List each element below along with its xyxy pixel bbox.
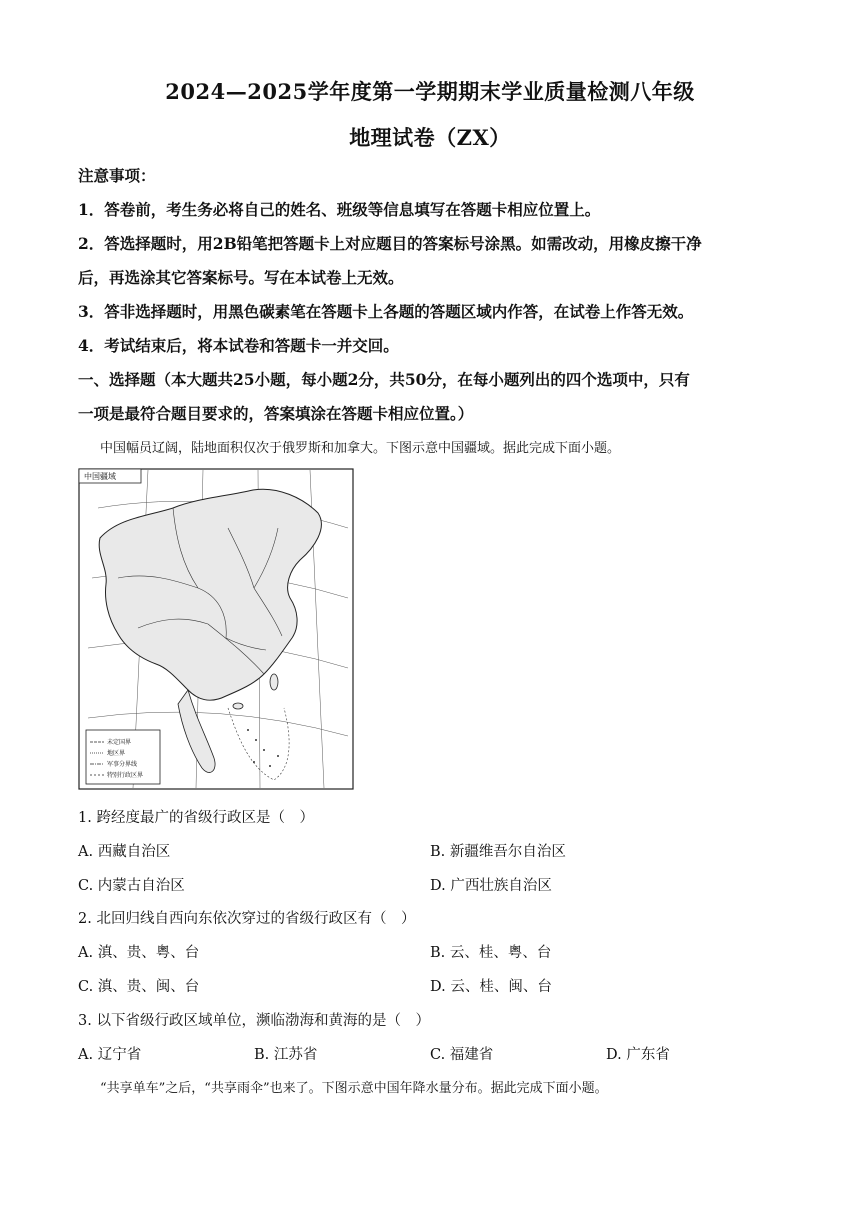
page-title: 2024—2025学年度第一学期期末学业质量检测八年级 xyxy=(165,79,695,104)
option-d: D. 云、桂、闽、台 xyxy=(430,979,552,995)
section-heading-cont: 一项是最符合题目要求的，答案填涂在答题卡相应位置。） xyxy=(78,404,474,423)
notice-item: 3．答非选择题时，用黑色碳素笔在答题卡上各题的答题区域内作答，在试卷上作答无效。 xyxy=(78,302,694,321)
notice-item: 2．答选择题时，用2B铅笔把答题卡上对应题目的答案标号涂黑。如需改动，用橡皮擦干净 xyxy=(78,234,702,253)
option-c: C. 福建省 xyxy=(430,1047,494,1063)
notice-item: 4．考试结束后，将本试卷和答题卡一并交回。 xyxy=(78,336,399,355)
intro-text: “共享单车”之后，“共享雨伞”也来了。下图示意中国年降水量分布。据此完成下面小题。 xyxy=(100,1081,608,1096)
intro-text: 中国幅员辽阔，陆地面积仅次于俄罗斯和加拿大。下图示意中国疆域。据此完成下面小题。 xyxy=(100,441,621,456)
notice-item: 后，再选涂其它答案标号。写在本试卷上无效。 xyxy=(78,268,404,287)
option-c: C. 内蒙古自治区 xyxy=(78,878,185,894)
option-a: A. 滇、贵、粤、台 xyxy=(78,945,200,961)
china-territory-map xyxy=(78,468,354,790)
question-stem: 1. 跨经度最广的省级行政区是（ ） xyxy=(78,810,314,826)
section-heading: 一、选择题（本大题共25小题，每小题2分，共50分，在每小题列出的四个选项中，只有 xyxy=(78,370,690,389)
option-d: D. 广西壮族自治区 xyxy=(430,878,552,894)
option-b: B. 江苏省 xyxy=(254,1047,318,1063)
option-d: D. 广东省 xyxy=(606,1047,670,1063)
option-a: A. 西藏自治区 xyxy=(78,844,171,860)
notice-item: 1．答卷前，考生务必将自己的姓名、班级等信息填写在答题卡相应位置上。 xyxy=(78,200,601,219)
option-b: B. 新疆维吾尔自治区 xyxy=(430,844,566,860)
option-b: B. 云、桂、粤、台 xyxy=(430,945,552,961)
map-title: 中国疆域 xyxy=(84,472,116,481)
question-stem: 2. 北回归线自西向东依次穿过的省级行政区有（ ） xyxy=(78,911,416,927)
page-subtitle: 地理试卷（ZX） xyxy=(349,125,511,150)
question-stem: 3. 以下省级行政区域单位，濒临渤海和黄海的是（ ） xyxy=(78,1013,430,1029)
option-a: A. 辽宁省 xyxy=(78,1047,142,1063)
legend-item: 特别行政区界 xyxy=(107,772,144,779)
notice-heading: 注意事项： xyxy=(78,166,156,185)
legend-item: 地区界 xyxy=(107,750,126,757)
legend-item: 未定国界 xyxy=(107,739,132,746)
legend-item: 军事分界线 xyxy=(107,761,138,768)
option-c: C. 滇、贵、闽、台 xyxy=(78,979,200,995)
